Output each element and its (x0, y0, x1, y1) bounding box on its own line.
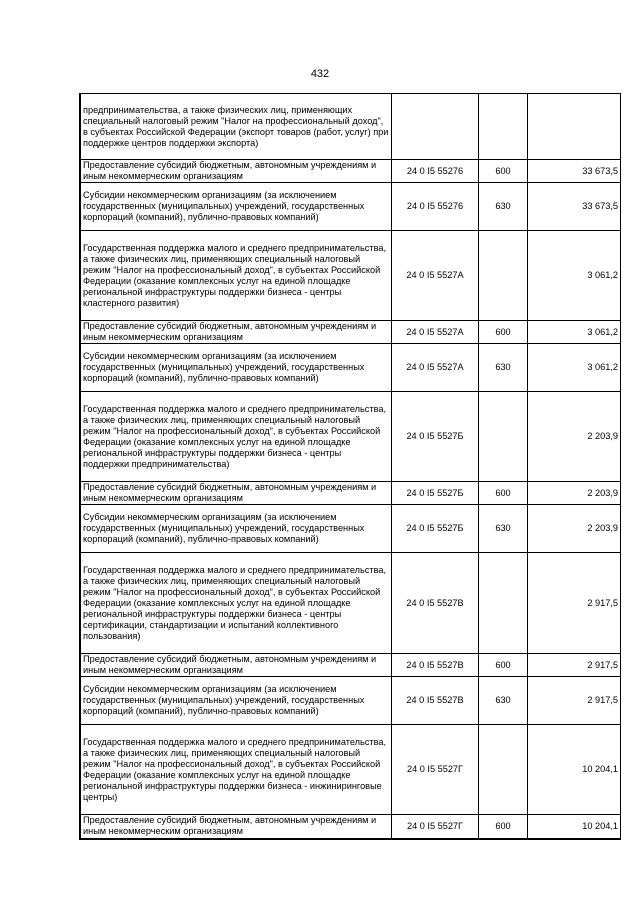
row-target-code: 24 0 I5 5527B (392, 677, 479, 725)
row-name: Государственная поддержка малого и среднего предпринимательства, а также физических лиц, применяющих специальный налоговый режим "Налог на профессиональный доход", в субъектах Российской Федерации (оказание комплексных услуг на единой площадке региональной инфраструктуры поддержки бизнеса - центры поддержки предпринимательства) (80, 392, 392, 482)
row-expense-type: 630 (479, 677, 528, 725)
row-name: Государственная поддержка малого и среднего предпринимательства, а также физических лиц, применяющих специальный налоговый режим "Налог на профессиональный доход", в субъектах Российской Федерации (оказание комплексных услуг на единой площадке региональной инфраструктуры поддержки бизнеса - центры кластерного развития) (80, 231, 392, 321)
row-amount (528, 94, 621, 160)
row-expense-type (479, 392, 528, 482)
row-target-code: 24 0 I5 5527Г (392, 815, 479, 839)
row-target-code (392, 94, 479, 160)
row-target-code: 24 0 I5 5527A (392, 344, 479, 392)
row-expense-type: 600 (479, 815, 528, 839)
row-expense-type (479, 94, 528, 160)
row-target-code: 24 0 I5 5527Б (392, 505, 479, 553)
row-name: Государственная поддержка малого и среднего предпринимательства, а также физических лиц, применяющих специальный налоговый режим "Налог на профессиональный доход", в субъектах Российской Федерации (оказание комплексных услуг на единой площадке региональной инфраструктуры поддержки бизнеса - инжиниринговые центры) (80, 725, 392, 815)
page-number: 432 (310, 68, 330, 80)
table-row (80, 654, 621, 677)
row-target-code: 24 0 I5 5527A (392, 321, 479, 344)
row-amount: 3 061,2 (528, 231, 621, 321)
row-amount: 2 203,9 (528, 505, 621, 553)
row-amount: 2 203,9 (528, 392, 621, 482)
row-amount: 33 673,5 (528, 183, 621, 231)
row-name: Предоставление субсидий бюджетным, автономным учреждениям и иным некоммерческим организациям (80, 321, 392, 344)
row-expense-type: 600 (479, 321, 528, 344)
table-row (80, 321, 621, 344)
row-expense-type: 630 (479, 183, 528, 231)
row-expense-type (479, 725, 528, 815)
row-name: Субсидии некоммерческим организациям (за исключением государственных (муниципальных) учреждений, государственных корпораций (компаний), публично-правовых компаний) (80, 505, 392, 553)
row-target-code: 24 0 I5 5527B (392, 553, 479, 654)
row-target-code: 24 0 I5 5527Б (392, 392, 479, 482)
table-row (80, 344, 621, 392)
row-target-code: 24 0 I5 5527Б (392, 482, 479, 505)
table-row (80, 482, 621, 505)
row-amount: 10 204,1 (528, 815, 621, 839)
row-amount: 3 061,2 (528, 321, 621, 344)
row-expense-type (479, 553, 528, 654)
row-amount: 2 917,5 (528, 553, 621, 654)
table-row (80, 94, 621, 160)
table-row (80, 392, 621, 482)
budget-table (79, 93, 621, 840)
row-amount: 2 917,5 (528, 654, 621, 677)
table-row (80, 505, 621, 553)
table-row (80, 183, 621, 231)
row-expense-type (479, 231, 528, 321)
row-expense-type: 630 (479, 505, 528, 553)
row-name: предпринимательства, а также физических лиц, применяющих специальный налоговый режим "Налог на профессиональный доход", в субъектах Российской Федерации (экспорт товаров (работ, услуг) при поддержке центров поддержки экспорта) (80, 94, 392, 160)
row-name: Субсидии некоммерческим организациям (за исключением государственных (муниципальных) учреждений, государственных корпораций (компаний), публично-правовых компаний) (80, 183, 392, 231)
table-row (80, 677, 621, 725)
row-expense-type: 600 (479, 160, 528, 183)
table-row (80, 231, 621, 321)
row-expense-type: 600 (479, 482, 528, 505)
row-name: Предоставление субсидий бюджетным, автономным учреждениям и иным некоммерческим организациям (80, 482, 392, 505)
row-name: Предоставление субсидий бюджетным, автономным учреждениям и иным некоммерческим организациям (80, 654, 392, 677)
row-target-code: 24 0 I5 5527A (392, 231, 479, 321)
row-target-code: 24 0 I5 55276 (392, 160, 479, 183)
row-amount: 10 204,1 (528, 725, 621, 815)
table-row (80, 553, 621, 654)
row-expense-type: 600 (479, 654, 528, 677)
row-amount: 3 061,2 (528, 344, 621, 392)
row-name: Субсидии некоммерческим организациям (за исключением государственных (муниципальных) учреждений, государственных корпораций (компаний), публично-правовых компаний) (80, 677, 392, 725)
row-amount: 33 673,5 (528, 160, 621, 183)
row-target-code: 24 0 I5 5527Г (392, 725, 479, 815)
row-expense-type: 630 (479, 344, 528, 392)
row-name: Предоставление субсидий бюджетным, автономным учреждениям и иным некоммерческим организациям (80, 160, 392, 183)
row-name: Государственная поддержка малого и среднего предпринимательства, а также физических лиц, применяющих специальный налоговый режим "Налог на профессиональный доход", в субъектах Российской Федерации (оказание комплексных услуг на единой площадке региональной инфраструктуры поддержки бизнеса - центры сертификации, стандартизации и испытаний коллективного пользования) (80, 553, 392, 654)
table-row (80, 160, 621, 183)
row-target-code: 24 0 I5 5527B (392, 654, 479, 677)
table-row (80, 815, 621, 839)
budget-table-body (80, 94, 621, 839)
row-target-code: 24 0 I5 55276 (392, 183, 479, 231)
row-name: Предоставление субсидий бюджетным, автономным учреждениям и иным некоммерческим организациям (80, 815, 392, 839)
table-row (80, 725, 621, 815)
row-amount: 2 203,9 (528, 482, 621, 505)
row-amount: 2 917,5 (528, 677, 621, 725)
row-name: Субсидии некоммерческим организациям (за исключением государственных (муниципальных) учреждений, государственных корпораций (компаний), публично-правовых компаний) (80, 344, 392, 392)
